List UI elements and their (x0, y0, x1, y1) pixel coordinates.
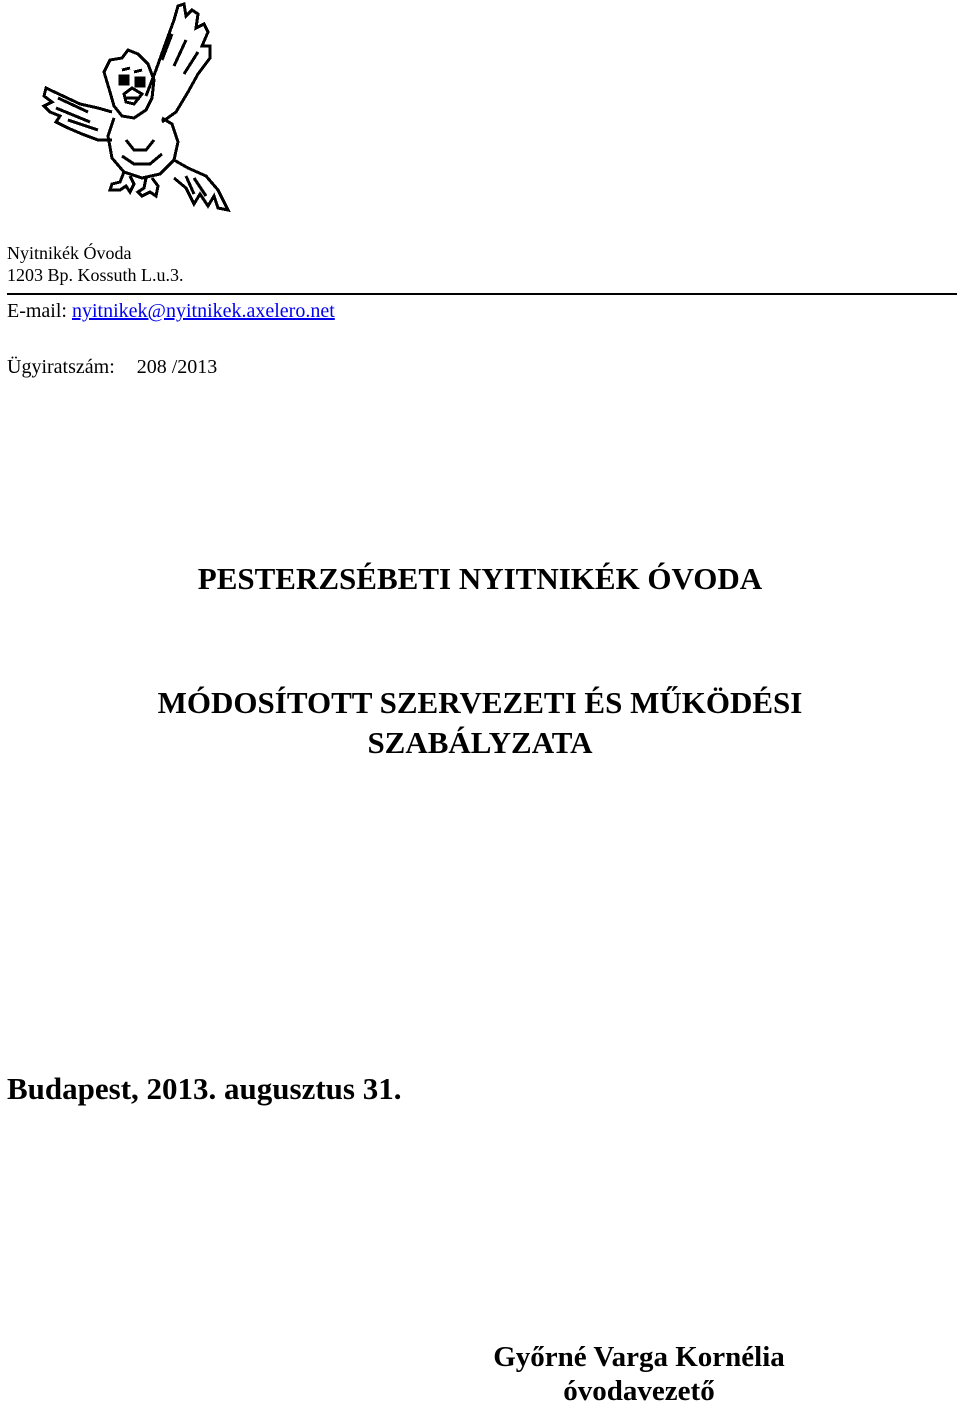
file-number-label: Ügyiratszám: (7, 356, 115, 378)
document-title-institution: PESTERZSÉBETI NYITNIKÉK ÓVODA (197, 561, 763, 596)
header-divider (7, 293, 957, 295)
file-number (7, 356, 217, 379)
institution-name: Nyitnikék Óvoda (7, 243, 132, 263)
document-title-line-2: SZABÁLYZATA (367, 725, 593, 760)
document-title-line-1: MÓDOSÍTOTT SZERVEZETI ÉS MŰKÖDÉSI (157, 685, 803, 720)
file-number-value: 208 /2013 (136, 356, 218, 378)
email-row (7, 293, 957, 323)
signatory-name: Győrné Varga Kornélia (493, 1341, 785, 1373)
institution-address: 1203 Bp. Kossuth L.u.3. (7, 265, 184, 285)
email-label: E-mail: (7, 300, 67, 322)
sender-header (7, 242, 957, 322)
bird-logo-icon (38, 0, 238, 215)
signature-block (470, 1340, 808, 1408)
email-link[interactable]: nyitnikek@nyitnikek.axelero.net (71, 300, 335, 322)
place-and-date: Budapest, 2013. augusztus 31. (7, 1071, 402, 1106)
signatory-role: óvodavezető (563, 1375, 715, 1407)
